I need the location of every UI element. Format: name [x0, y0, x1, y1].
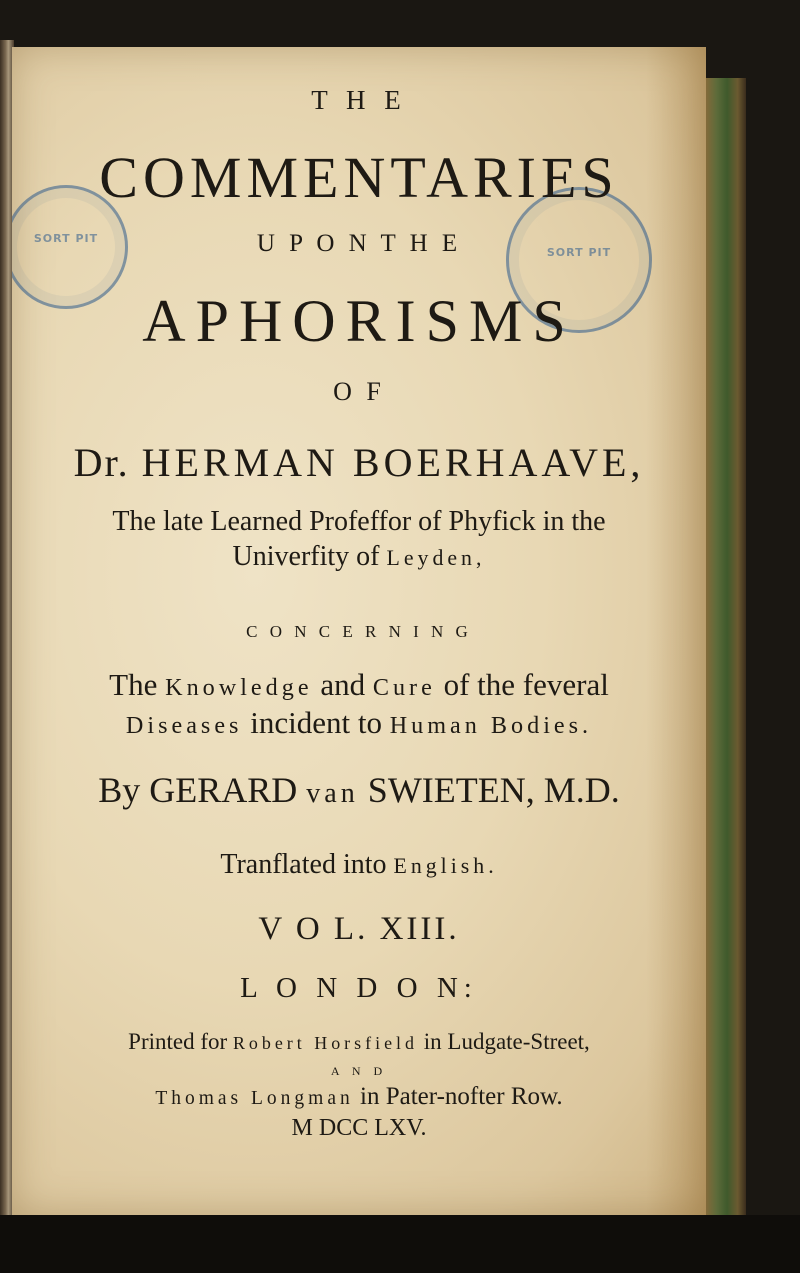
of-heading: O F: [333, 377, 385, 406]
volume: V O L. XIII.: [258, 911, 460, 947]
and-word: A N D: [330, 1064, 388, 1078]
subject-text: incident to: [242, 705, 390, 740]
title-page: [12, 47, 706, 1215]
description-text: Univerfity of: [232, 541, 387, 572]
language-english: English.: [393, 854, 498, 878]
subject-text: of the feveral: [435, 667, 609, 702]
subject-line-1: [12, 667, 706, 703]
printer-line-1: [12, 1029, 706, 1055]
city-london: L O N D O N:: [240, 972, 478, 1004]
translator-text: SWIETEN, M.D.: [358, 770, 620, 810]
stamp-text: SORT PIT: [546, 246, 612, 259]
concerning: C O N C E R N I N G: [246, 622, 472, 641]
upon-the: U P O N T H E: [256, 230, 462, 257]
translator-text: By GERARD: [98, 770, 307, 810]
description-line-1: The late Learned Profeffor of Phyfick in the: [112, 506, 606, 537]
subject-smallcaps: Human Bodies.: [389, 712, 593, 739]
city-leyden: Leyden,: [386, 546, 486, 570]
printer-name: Robert Horsfield: [232, 1033, 418, 1053]
subject-text: The: [109, 667, 166, 702]
subject-smallcaps: Knowledge: [165, 674, 313, 701]
author-line: [12, 439, 706, 486]
description-line-2: [12, 541, 706, 573]
translator-smallcaps: van: [306, 778, 359, 809]
subject-text: and: [312, 667, 373, 702]
stamp-text: SORT PIT: [33, 232, 99, 245]
subject-line-2: [12, 705, 706, 741]
publication-date: M DCC LXV.: [291, 1115, 427, 1141]
author-name: HERMAN BOERHAAVE,: [141, 440, 645, 485]
page-edge: [704, 78, 746, 1218]
title-aphorisms: APHORISMS: [142, 288, 576, 354]
printer-text: Printed for: [128, 1029, 233, 1054]
title-commentaries: COMMENTARIES: [99, 145, 619, 210]
printer-name: Thomas Longman: [155, 1088, 354, 1109]
translator-line: [12, 769, 706, 811]
printer-line-2: [12, 1083, 706, 1111]
printer-text: in Pater-nofter Row.: [353, 1083, 563, 1110]
subject-smallcaps: Cure: [372, 674, 436, 701]
subject-smallcaps: Diseases: [125, 712, 243, 739]
translated-text: Tranflated into: [220, 849, 394, 880]
author-prefix: Dr.: [73, 440, 130, 485]
the-heading: T H E: [311, 85, 407, 115]
translated-line: [12, 849, 706, 881]
printer-text: in Ludgate-Street,: [418, 1029, 590, 1054]
bottom-shadow: [0, 1215, 800, 1273]
